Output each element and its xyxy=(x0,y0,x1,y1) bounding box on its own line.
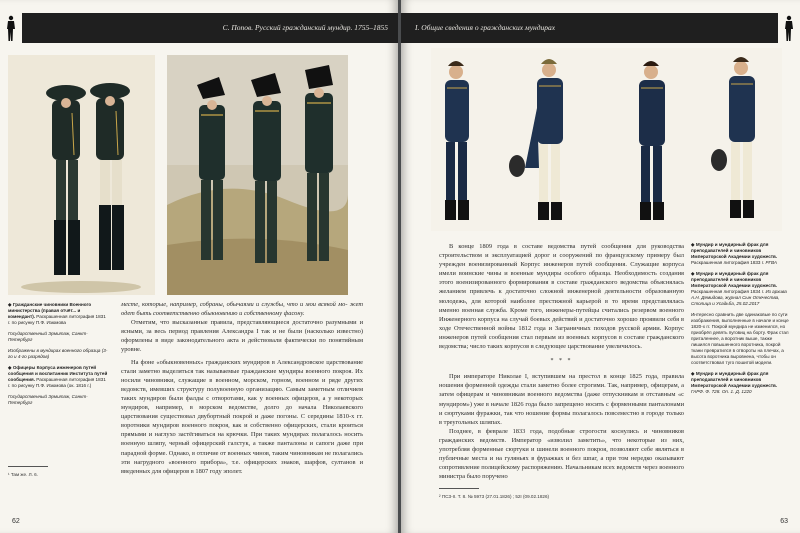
caption-3-title: Мундир и мундирный фрак для преподавателей и чиновников Императорской Академии художеств. xyxy=(691,242,778,259)
section-separator: * * * xyxy=(550,358,573,365)
page-number-right: 63 xyxy=(780,518,788,525)
body-text-left xyxy=(121,300,363,476)
body-text-right xyxy=(439,242,684,481)
footnote-text: ПСЗ-II. Т. 8. № 5973 (27.01.1826) ; 52I (09.02.1826) xyxy=(441,494,550,499)
caption-column-right: ◆ Мундир и мундирный фрак для преподавателей и чиновников Императорской Академии художеств. Раскрашенная литография 1833 г. РГВА ◆ Мундир и мундирный фрак для преподавателей и чиновников Императорской Академии художеств. Раскрашенная литография 1834 г. Из архива А.Н. Демидова, журнал Сын Отечества, Столица и Усадьба, 25.02.2017 Интересно сравнить две одинаковые по сути изображения, выполненные в начале и конце 1820-х гг. Покрой мундира не изменился, но приобрёл девять пуговиц на борту. Фрак стал приталеннее, а воротник выше, также лишился повышенного воротника, покрой ткани превратился в отвороты на плечах, а высота воротника выровнена, чтобы он соответствовал туго пошитой модели. ◆ Мундир и мундирный фрак для преподавателей и чиновников Императорской Академии художеств. ГАРФ. Ф. 728. Оп. 1. Д. 1220 xyxy=(691,242,789,394)
caption-4-body: Раскрашенная литография 1834 г. xyxy=(691,289,765,294)
running-header-right: I. Общие сведения о гражданских мундирах xyxy=(401,13,778,43)
left-page xyxy=(0,0,398,533)
soldier-silhouette-icon xyxy=(784,15,794,42)
illustration-railway-engineers xyxy=(167,55,348,295)
caption-2-source: Государственный Эрмитаж, Санкт-Петербург xyxy=(8,394,88,405)
page-number-left: 62 xyxy=(12,518,20,525)
footnote-left: ¹ Там же. Л. 6. xyxy=(8,472,38,477)
paragraph: месте, которые, например, собраны, обычаями и службы, что и мои всякой мо- жет одет быть соответственно обыкновению и собственному фасону. xyxy=(121,301,363,318)
caption-3-body: Раскрашенная литография 1833 г. xyxy=(691,260,765,265)
paragraph: На фоне «обыкновенных» гражданских мундиров в Александровское царствование стали заметно выделяться так называемые гражданские мундиры военного покроя. Их носили чиновники, служащие в военном, морском, горном, военном и ряде других ведомств, имевших структуру полувоенную организацию. Самым заметным отличием таких мундиров были фалды с отворотами, как у военных офицеров, а у некоторых мундиров, например, в морском ведомстве, долго до начала Николаевского царствования существовал двубортный покрой и даже погоны. С середины 1810-х гг. воротники мундиров военного покроя, как и собственно офицерских, стали кроиться прямыми и наглухо застёгиваться на крючки. При таких мундирах полагалось носить военную шляпу, черный офицерский галстук, а также панталоны и сапоги даже при парадной форме. Однако, в отличие от военных чинов, таким чиновникам не полагались эти нагрудного «военного прибора», т.е. офицерских знаков, шарфов, султанов и введенных для офицеров в 1807 году эполет. xyxy=(121,358,363,475)
paragraph: Отметим, что высказанные правила, представляющиеся достаточно разумными и ясными, за весь период правления Александра I так и не были (насколько известно) оформлены в виде законодательного акта и действовали фактически по понятийным уровне. xyxy=(121,319,363,354)
footnote-text: Там же. Л. 6. xyxy=(10,472,38,477)
soldier-silhouette-icon xyxy=(6,15,16,42)
caption-5-body: ГАРФ. Ф. 728. Оп. 1. Д. 1220 xyxy=(691,389,752,394)
caption-3-source: РГВА xyxy=(765,260,777,265)
caption-4-source: Из архива А.Н. Демидова, журнал Сын Отечества, Столица и Усадьба, 25.02.2017 xyxy=(691,289,787,306)
caption-4-title: Мундир и мундирный фрак для преподавателей и чиновников Императорской Академии художеств. xyxy=(691,271,778,288)
illustration-academy-uniforms xyxy=(431,48,782,231)
caption-1-title: Гражданские чиновники Военного министерства (правая отчёт... и комендант). xyxy=(8,302,92,319)
caption-4-note: Интересно сравнить две одинаковые по сути изображения, выполненные в начале и конце 1820-х гг. Покрой мундира не изменился, но приобрёл девять пуговиц на борту. Фрак стал приталеннее, а воротник выше, также лишился повышенного воротника, покрой ткани превратился в отвороты на плечах, а высота воротника выровнена, чтобы он соответствовал туго пошитой модели. xyxy=(691,312,789,365)
right-page xyxy=(401,0,800,533)
caption-5-title: Мундир и мундирный фрак для преподавателей и чиновников Императорской Академии художеств. xyxy=(691,371,778,388)
illustration-military-ministry-officials xyxy=(8,55,155,295)
caption-column-left: ◆ Гражданские чиновники Военного министерства (правая отчёт... и комендант). Раскрашенная литография 1831 г. по рисунку П.Ф. Изюмова Государственный Эрмитаж, Санкт-Петербург Изображены в мундирах военного образца (3-го и 4-го разрядов) ◆ Офицеры Корпуса инженеров путей сообщения и воспитанник Института путей сообщения. Раскрашенная литография 1831 г. по рисунку П.Ф. Изюмова (ок. 1816 г.) Государственный Эрмитаж, Санкт-Петербург xyxy=(8,302,108,405)
caption-2-body: Раскрашенная литография 1831 г. по рисунку П.Ф. Изюмова (ок. 1816 г.) xyxy=(8,377,106,388)
footnote-rule xyxy=(439,488,479,489)
caption-2-title: Офицеры Корпуса инженеров путей сообщения и воспитанник Института путей сообщения. xyxy=(8,365,108,382)
paragraph: Позднее, в феврале 1833 года, подобные строгости коснулись и чиновников гражданских ведомств. Император «изволил заметить», что некоторые из них, употребляя форменные сюртуки и шинели военного покроя, позволяют себе являться в публичные места и на гуляньях в фуражках и без шпаг, а при том нередко оказывают сопротивление полицейскому распоряжению. Начальникам всех ведомств через военного министра было поручено xyxy=(439,427,684,481)
footnote-right: ² ПСЗ-II. Т. 8. № 5973 (27.01.1826) ; 52I (09.02.1826) xyxy=(439,494,550,499)
caption-1-note: Изображены в мундирах военного образца (3-го и 4-го разрядов) xyxy=(8,348,108,359)
caption-1-source: Государственный Эрмитаж, Санкт-Петербург xyxy=(8,331,88,342)
caption-1-body: Раскрашенная литография 1831 г. по рисунку П.Ф. Изюмова xyxy=(8,314,106,325)
footnote-rule xyxy=(8,466,48,467)
running-header-left: С. Попов. Русский гражданский мундир. 1755–1855 xyxy=(22,13,398,43)
paragraph: При императоре Николае I, вступившем на престол в конце 1825 года, правила ношения форменной одежды стали заметно более строгими. Так, например, офицерам, а затем офицерам и чиновникам военного ведомства (даже отпускникам и отставным «с мундиром») уже в начале 1826 года было запрещено носить с форменными панталонами и сюртуками фуражки, так что ношение формы полагалось повсеместно в городе только в треугольных шляпах. xyxy=(439,373,684,426)
paragraph: В конце 1809 года в составе ведомства путей сообщения для руководства строительством и эксплуатацией дорог и сооружений по французскому примеру был учрежден военизированный Корпус инженеров путей сообщения. Служащие корпуса имели воинские чины и военные мундиры особого образца. Необходимость создания этого военизированного формирования в составе гражданского ведомства объяснялась желанием привлечь к достаточно сложной инженерной деятельности образованную молодежь, для которой наиболее престижной карьерой в то время представлялась именно военная служба. Кроме того, инженеры-путейцы считались резервом военного Инженерного корпуса на случай боевых действий и достаточно хорошо проявили себя в ходе Отечественной войны 1812 года и Заграничных походов русской армии. Корпус инженеров путей сообщения стал первым из военных корпусов в составе гражданского ведомства; число таких корпусов в следующее царствование увеличилось. xyxy=(439,243,684,351)
